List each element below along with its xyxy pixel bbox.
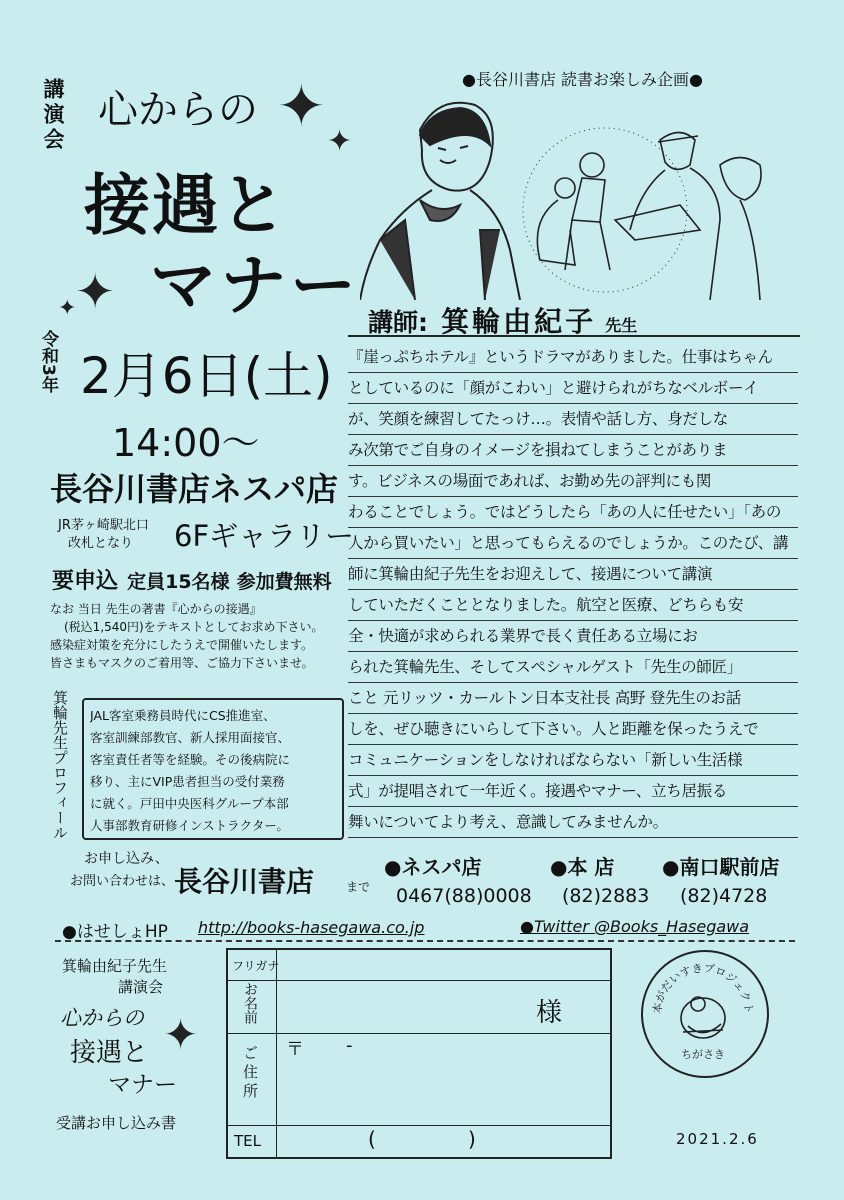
title-line2: 接遇と — [84, 167, 288, 244]
description-line: す。ビジネスの場面であれば、お勤め先の評判にも関 — [348, 466, 798, 497]
name-suffix: 様 — [536, 998, 563, 1028]
description-line: わることでしょう。ではどうしたら「あの人に任せたい」「あの — [348, 497, 798, 528]
tel-row[interactable] — [228, 1125, 610, 1157]
branch-nespa: ●ネスパ店 — [384, 855, 482, 879]
address-row[interactable] — [228, 1033, 610, 1126]
description-line: が、笑顔を練習してたっけ…。表情や話し方、身だしな — [348, 404, 798, 435]
sparkle-icon: ✦ — [75, 264, 116, 320]
apply-required: 要申込 — [52, 569, 119, 594]
description-line: み次第でご自身のイメージを損ねてしまうことがありま — [348, 435, 798, 466]
address-label: ご住所 — [241, 1045, 259, 1102]
description-line: 式」が提唱されて一年近く。接遇やマナー、立ち居振る — [348, 776, 798, 807]
twitter-handle[interactable]: ●Twitter @Books_Hasegawa — [520, 917, 750, 936]
profile-line: JAL客室乗務員時代にCS推進室、 — [90, 708, 276, 723]
event-date: 2月6日(土) — [80, 347, 333, 405]
venue-floor: 6Fギャラリー — [174, 519, 355, 553]
sparkle-icon: ✦ — [327, 124, 353, 159]
capacity: 定員15名様 — [127, 571, 230, 593]
event-time: 14:00〜 — [112, 421, 260, 465]
name-row[interactable] — [228, 980, 610, 1034]
project-stamp — [641, 950, 769, 1078]
note-line: 皆さまもマスクのご着用等、ご協力下さいませ。 — [50, 656, 314, 670]
tel-south[interactable]: (82)4728 — [680, 885, 768, 907]
contact-suffix: まで — [346, 880, 371, 894]
form-heading: 受講お申し込み書 — [56, 1114, 177, 1132]
branch-south: ●南口駅前店 — [662, 855, 780, 879]
form-title-1: 心からの — [60, 1006, 144, 1030]
tel-paren-open: ( — [368, 1127, 376, 1151]
hp-label: ●はせしょHP — [62, 922, 168, 942]
note-line: なお 当日 先生の著書『心からの接遇』 — [50, 602, 262, 616]
stamp-text: 本がだいすきプロジェクト — [650, 961, 756, 1015]
title-line3: マナー — [150, 247, 360, 324]
access-line2: 改札となり — [68, 536, 134, 551]
tel-label: TEL — [234, 1132, 261, 1150]
application-form — [226, 948, 612, 1159]
contact-store: 長谷川書店 — [174, 865, 315, 898]
fee: 参加費無料 — [236, 571, 332, 593]
profile-line: 客室訓練部教官、新人採用面接官、 — [90, 730, 291, 745]
furigana-row[interactable] — [228, 950, 610, 981]
description-line: られた箕輪先生、そしてスペシャルゲスト「先生の師匠」 — [348, 652, 798, 683]
description-line: 人から買いたい」と思ってもらえるのでしょうか。このたび、講 — [348, 528, 798, 559]
contact-label-2: お問い合わせは、 — [70, 874, 175, 889]
project-banner: ●長谷川書店 読書お楽しみ企画● — [462, 70, 704, 89]
branch-main: ●本 店 — [550, 855, 615, 879]
stamp-art — [643, 952, 763, 1072]
lecturer-underline — [348, 335, 800, 337]
cut-line — [55, 940, 795, 942]
sparkle-icon: ✦ — [163, 1010, 199, 1059]
form-title-3: マナー — [108, 1072, 177, 1098]
description-line: 師に箕輪由紀子先生をお迎えして、接遇について講演 — [348, 559, 798, 590]
description-line: コミュニケーションをしなければならない「新しい生活様 — [348, 745, 798, 776]
notes — [50, 600, 323, 672]
lecturer-label: 講師: — [368, 308, 428, 337]
contact-label-1: お申し込み、 — [84, 851, 169, 867]
description-line: しを、ぜひ聴きにいらして下さい。人と距離を保ったうえで — [348, 714, 798, 745]
description-line: 舞いについてより考え、意識してみませんか。 — [348, 807, 798, 838]
sparkle-icon: ✦ — [58, 296, 77, 321]
postal-mark: 〒 — [286, 1039, 304, 1060]
note-line: 感染症対策を充分にしたうえで開催いたします。 — [50, 638, 314, 652]
description-line: 『崖っぷちホテル』というドラマがありました。仕事はちゃん — [348, 342, 798, 373]
profile-line: 移り、主にVIP患者担当の受付業務 — [90, 774, 285, 789]
form-event-2: 講演会 — [118, 978, 164, 996]
issue-date: 2021.2.6 — [676, 1130, 759, 1148]
form-title-2: 接遇と — [70, 1038, 149, 1068]
profile-line: に就く。戸田中央医科グループ本部 — [90, 796, 289, 811]
era-label: 令和3年 — [38, 330, 58, 393]
lecturer-header — [368, 300, 637, 340]
hp-url[interactable]: http://books-hasegawa.co.jp — [198, 918, 425, 937]
tel-nespa[interactable]: 0467(88)0008 — [396, 885, 532, 907]
venue-store: 長谷川書店ネスパ店 — [50, 470, 339, 508]
profile-box — [82, 698, 344, 840]
sparkle-icon: ✦ — [277, 72, 326, 140]
profile-line: 客室責任者等を経験。その後病院に — [90, 752, 291, 767]
tel-main[interactable]: (82)2883 — [562, 885, 650, 907]
form-event-1: 箕輪由紀子先生 — [62, 957, 168, 975]
lecturer-name: 箕輪由紀子 — [441, 305, 597, 338]
name-label: お名前 — [242, 982, 258, 1024]
profile-line: 人事部教育研修インストラクター。 — [90, 818, 289, 833]
postal-dash: - — [346, 1035, 353, 1056]
apply-info — [52, 564, 332, 595]
event-type-label: 講演会 — [41, 78, 65, 153]
lecturer-honorific: 先生 — [605, 316, 638, 335]
description-line: こと 元リッツ・カールトン日本支社長 高野 登先生のお話 — [348, 683, 798, 714]
description — [348, 342, 798, 838]
description-line: していただくこととなりました。航空と医療、どちらも安 — [348, 590, 798, 621]
profile-side-label: 箕輪先生プロフィール — [51, 690, 69, 840]
illustration — [360, 90, 800, 300]
furigana-label: フリガナ — [232, 959, 280, 973]
note-line: (税込1,540円)をテキストとしてお求め下さい。 — [64, 620, 324, 634]
svg-text:本がだいすきプロジェクト — [650, 962, 756, 1015]
description-line: としているのに「顔がこわい」と避けられがちなベルボーイ — [348, 373, 798, 404]
access-line1: JR茅ヶ崎駅北口 — [58, 518, 149, 533]
description-line: 全・快適が求められる業界で長く責任ある立場にお — [348, 621, 798, 652]
tel-paren-close: ) — [468, 1127, 476, 1151]
stamp-city: ちがさき — [681, 1048, 725, 1061]
title-line1: 心からの — [98, 87, 258, 133]
